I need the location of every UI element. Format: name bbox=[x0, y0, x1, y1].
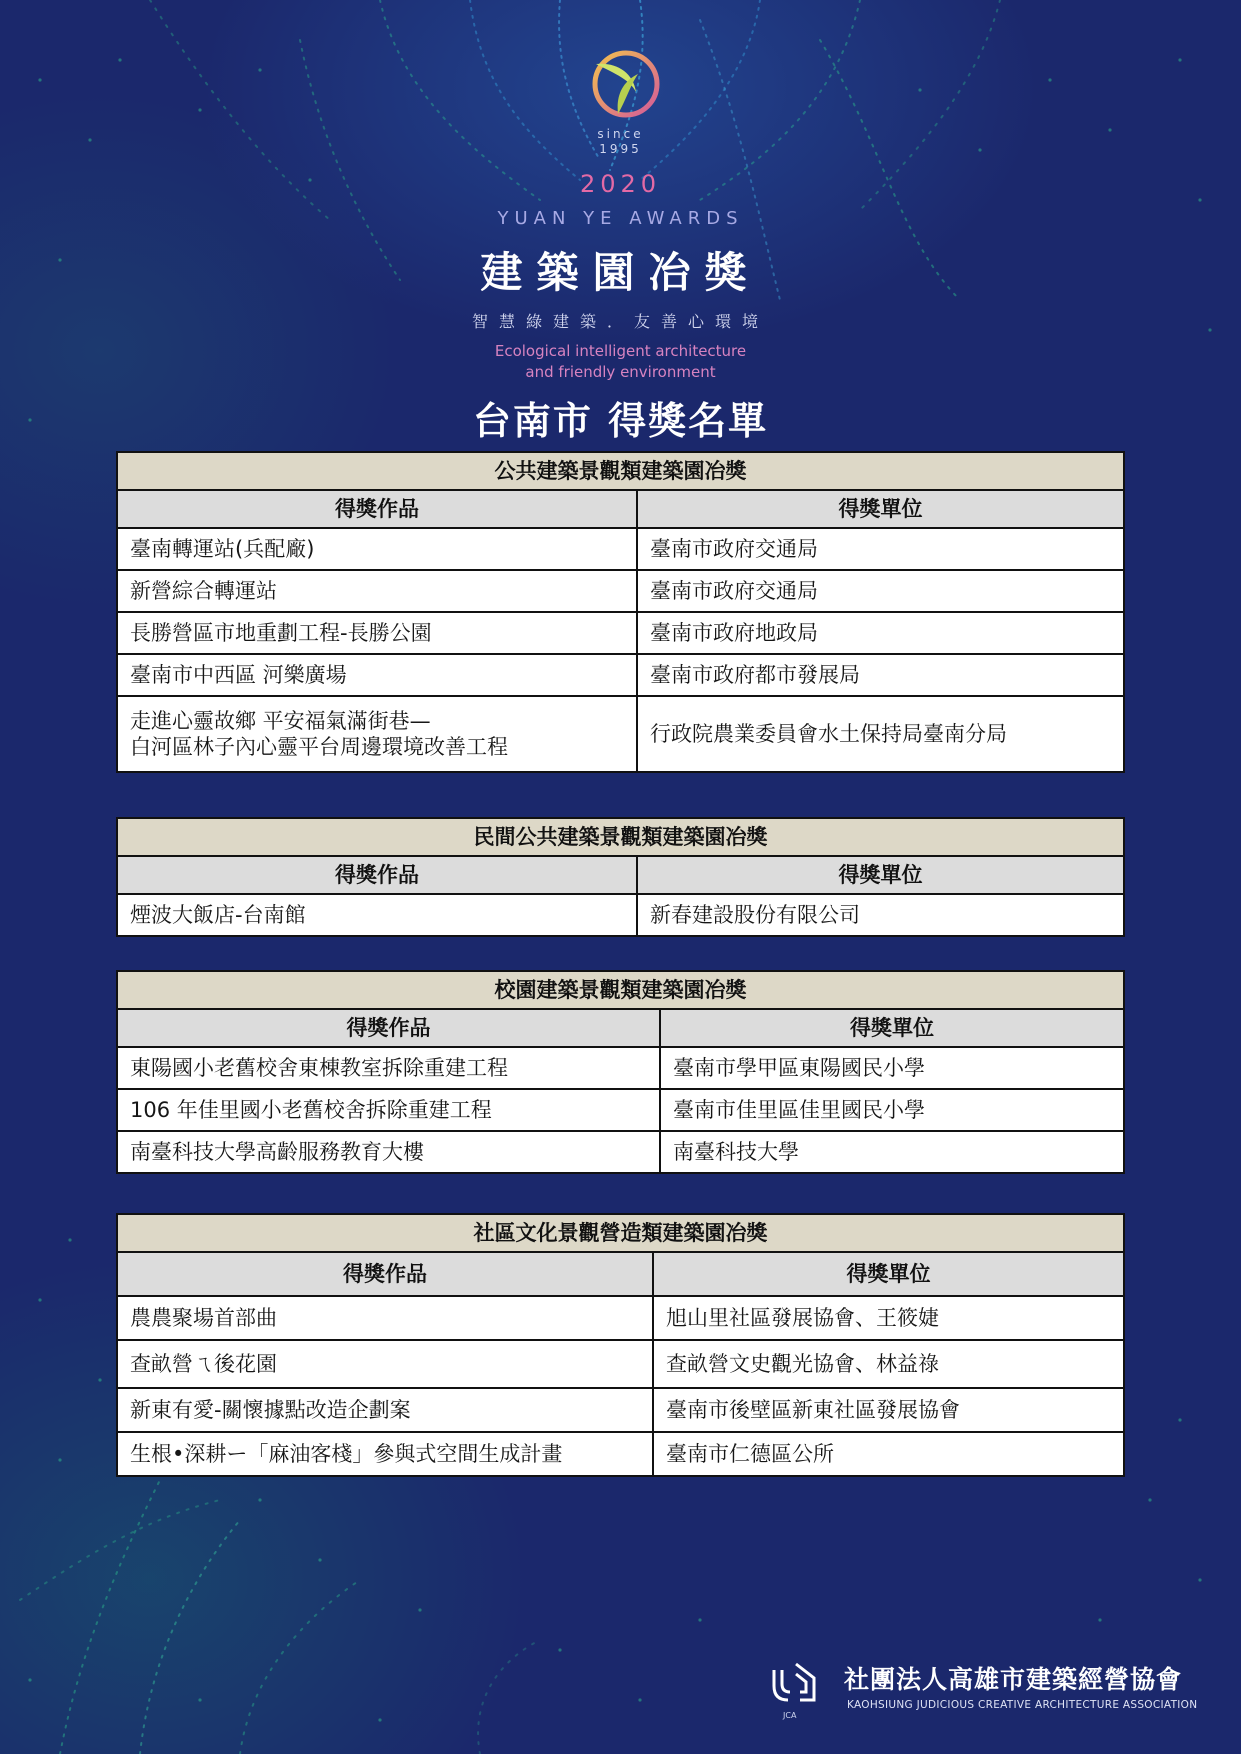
unit-cell: 南臺科技大學 bbox=[660, 1131, 1124, 1173]
work-cell: 新營綜合轉運站 bbox=[117, 570, 637, 612]
table-row bbox=[117, 654, 1124, 696]
award-table-public bbox=[116, 451, 1125, 773]
award-table-campus bbox=[116, 970, 1125, 1174]
association-logo-icon bbox=[770, 1660, 822, 1708]
unit-cell: 臺南市政府交通局 bbox=[637, 570, 1124, 612]
page-title: 台南市 得獎名單 bbox=[472, 399, 769, 443]
unit-cell: 臺南市政府地政局 bbox=[637, 612, 1124, 654]
work-cell: 生根•深耕ー「麻油客棧」參與式空間生成計畫 bbox=[117, 1432, 653, 1476]
column-header-work: 得獎作品 bbox=[117, 1252, 653, 1296]
work-cell: 南臺科技大學高齡服務教育大樓 bbox=[117, 1131, 660, 1173]
table-row bbox=[117, 1340, 1124, 1388]
work-cell: 臺南轉運站(兵配廠) bbox=[117, 528, 637, 570]
yuan-ye-leaf-logo bbox=[578, 44, 668, 124]
unit-cell: 臺南市仁德區公所 bbox=[653, 1432, 1124, 1476]
english-tagline-line2: and friendly environment bbox=[525, 363, 716, 381]
table-row bbox=[117, 528, 1124, 570]
category-title: 公共建築景觀類建築園冶獎 bbox=[117, 452, 1124, 490]
column-header-work: 得獎作品 bbox=[117, 490, 637, 528]
since-label: since bbox=[597, 127, 644, 141]
work-cell: 106 年佳里國小老舊校舍拆除重建工程 bbox=[117, 1089, 660, 1131]
table-row bbox=[117, 1432, 1124, 1476]
award-year: 2020 bbox=[579, 170, 662, 198]
work-cell: 新東有愛-關懷據點改造企劃案 bbox=[117, 1388, 653, 1432]
association-name-chinese: 社團法人高雄市建築經營協會 bbox=[844, 1665, 1183, 1694]
english-tagline-line1: Ecological intelligent architecture bbox=[494, 342, 747, 360]
unit-cell: 臺南市政府交通局 bbox=[637, 528, 1124, 570]
column-header-unit: 得獎單位 bbox=[637, 490, 1124, 528]
unit-cell: 旭山里社區發展協會、王筱婕 bbox=[653, 1296, 1124, 1340]
work-cell-line2: 白河區林子內心靈平台周邊環境改善工程 bbox=[130, 735, 508, 759]
category-title: 民間公共建築景觀類建築園冶獎 bbox=[117, 818, 1124, 856]
unit-cell: 臺南市政府都市發展局 bbox=[637, 654, 1124, 696]
association-name-english: KAOHSIUNG JUDICIOUS CREATIVE ARCHITECTURE ASSOCIATION bbox=[847, 1699, 1198, 1711]
work-cell bbox=[117, 696, 637, 772]
unit-cell: 臺南市佳里區佳里國民小學 bbox=[660, 1089, 1124, 1131]
column-header-unit: 得獎單位 bbox=[637, 856, 1124, 894]
column-header-unit: 得獎單位 bbox=[660, 1009, 1124, 1047]
unit-cell: 臺南市後壁區新東社區發展協會 bbox=[653, 1388, 1124, 1432]
table-row bbox=[117, 894, 1124, 936]
table-row bbox=[117, 1047, 1124, 1089]
unit-cell: 查畝營文史觀光協會、林益祿 bbox=[653, 1340, 1124, 1388]
column-header-unit: 得獎單位 bbox=[653, 1252, 1124, 1296]
category-title: 社區文化景觀營造類建築園冶獎 bbox=[117, 1214, 1124, 1252]
work-cell: 長勝營區市地重劃工程-長勝公園 bbox=[117, 612, 637, 654]
table-row bbox=[117, 696, 1124, 772]
column-header-work: 得獎作品 bbox=[117, 1009, 660, 1047]
since-year: 1995 bbox=[599, 142, 642, 156]
work-cell: 臺南市中西區 河樂廣場 bbox=[117, 654, 637, 696]
slogan: 智慧綠建築．友善心環境 bbox=[471, 312, 769, 331]
work-cell: 查畝營ㄟ後花園 bbox=[117, 1340, 653, 1388]
column-header-work: 得獎作品 bbox=[117, 856, 637, 894]
award-table-community bbox=[116, 1213, 1125, 1477]
awards-english-title: YUAN YE AWARDS bbox=[497, 208, 744, 229]
unit-cell: 新春建設股份有限公司 bbox=[637, 894, 1124, 936]
table-row bbox=[117, 1296, 1124, 1340]
work-cell: 東陽國小老舊校舍東棟教室拆除重建工程 bbox=[117, 1047, 660, 1089]
work-cell: 煙波大飯店-台南館 bbox=[117, 894, 637, 936]
work-cell-line1: 走進心靈故鄉 平安福氣滿街巷— bbox=[130, 708, 431, 733]
table-row bbox=[117, 570, 1124, 612]
association-abbreviation: JCA bbox=[783, 1711, 797, 1720]
table-row bbox=[117, 612, 1124, 654]
unit-cell: 行政院農業委員會水土保持局臺南分局 bbox=[637, 696, 1124, 772]
unit-cell: 臺南市學甲區東陽國民小學 bbox=[660, 1047, 1124, 1089]
table-row bbox=[117, 1131, 1124, 1173]
awards-chinese-title: 建築園冶獎 bbox=[480, 248, 761, 297]
table-row bbox=[117, 1388, 1124, 1432]
work-cell: 農農聚場首部曲 bbox=[117, 1296, 653, 1340]
award-table-private-public bbox=[116, 817, 1125, 937]
table-row bbox=[117, 1089, 1124, 1131]
category-title: 校園建築景觀類建築園冶獎 bbox=[117, 971, 1124, 1009]
page-header bbox=[0, 0, 1241, 443]
